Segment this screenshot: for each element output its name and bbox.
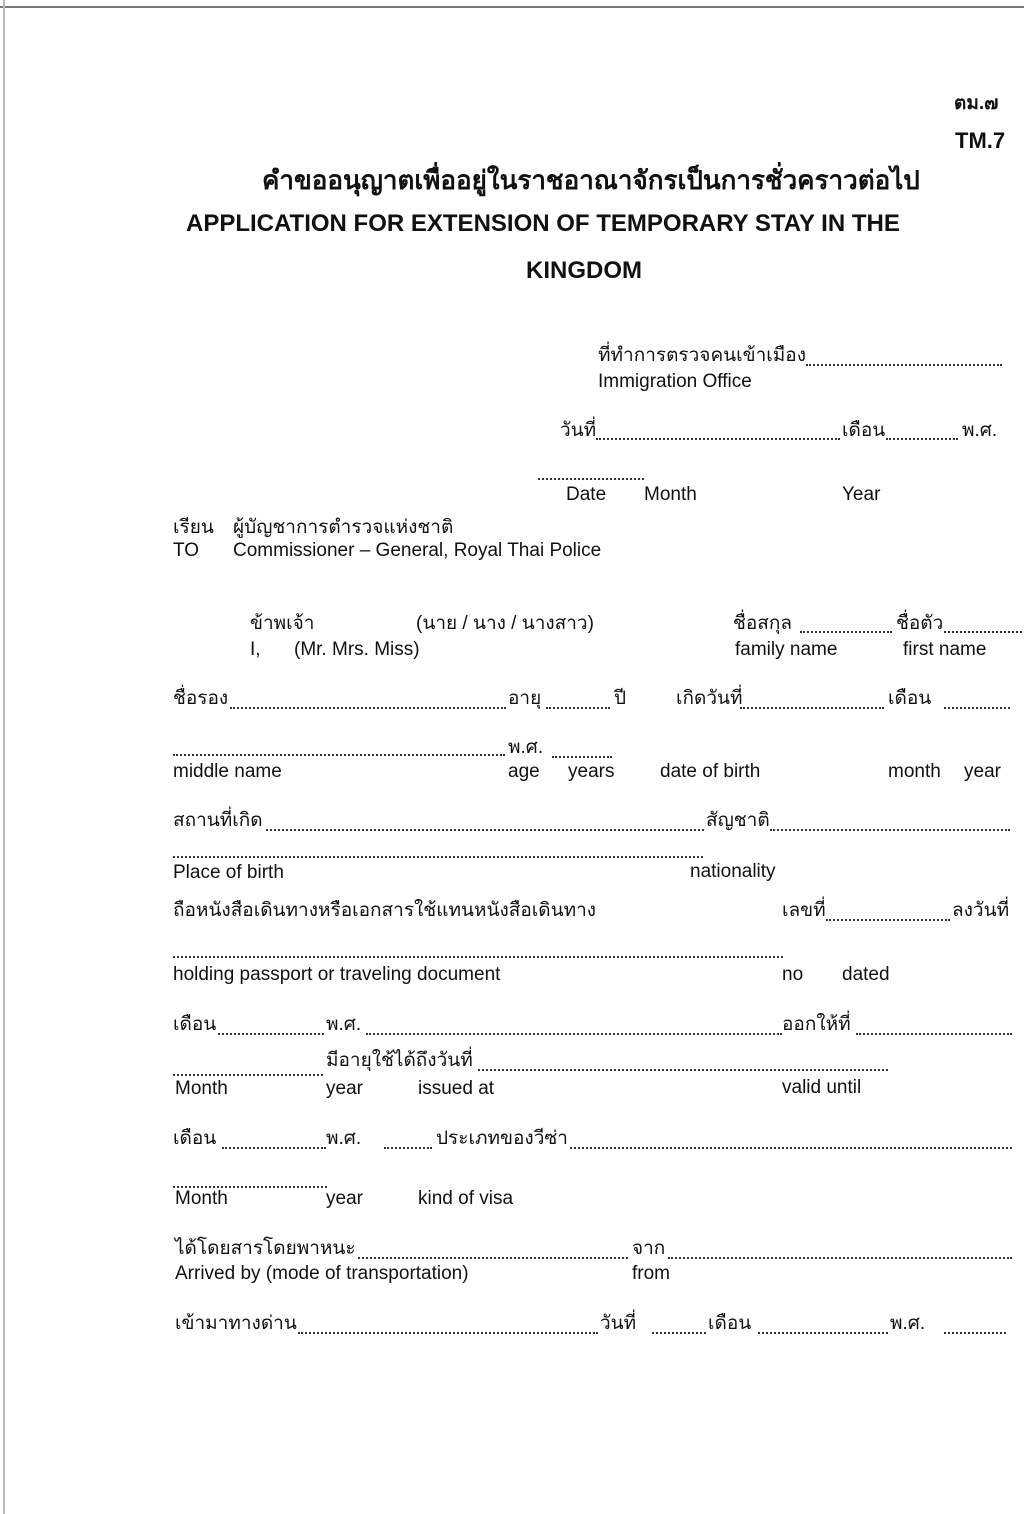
scan-edge-top xyxy=(0,6,1024,8)
title-en-line2: KINGDOM xyxy=(526,257,642,284)
age-label-thai: อายุ xyxy=(508,688,542,709)
dob-year-label-en: year xyxy=(964,761,1001,782)
issue-year-field[interactable] xyxy=(366,1033,782,1035)
nationality-field[interactable] xyxy=(770,829,1010,831)
dob-month-label-thai: เดือน xyxy=(888,688,932,709)
office-label-en: Immigration Office xyxy=(598,371,752,392)
valid-until-field[interactable] xyxy=(478,1069,888,1071)
place-of-birth-field[interactable] xyxy=(266,829,704,831)
date-year-label-thai: พ.ศ. xyxy=(962,420,998,441)
middle-name-field[interactable] xyxy=(230,707,506,709)
dob-day-field[interactable] xyxy=(740,707,884,709)
first-name-label-thai: ชื่อตัว xyxy=(896,613,944,634)
arrival-from-field[interactable] xyxy=(668,1257,1012,1259)
family-name-label-en: family name xyxy=(735,639,838,660)
date-month-label-en: Month xyxy=(644,484,697,505)
family-name-field[interactable] xyxy=(800,631,892,633)
visa-kind-field[interactable] xyxy=(570,1147,1012,1149)
years-label-thai: ปี xyxy=(614,688,627,709)
middle-name-field-2[interactable] xyxy=(173,754,505,756)
first-name-label-en: first name xyxy=(903,639,987,660)
visa-month-label-thai: เดือน xyxy=(173,1128,217,1149)
entry-day-label-thai: วันที่ xyxy=(600,1313,637,1334)
age-label-en: age xyxy=(508,761,540,782)
issued-at-field[interactable] xyxy=(856,1033,1012,1035)
valid-until-label-en: valid until xyxy=(782,1077,862,1098)
years-label-en: years xyxy=(568,761,615,782)
passport-type-field[interactable] xyxy=(173,956,783,958)
form-code-thai: ตม.๗ xyxy=(954,93,999,114)
addressee-name-thai: ผู้บัญชาการตำรวจแห่งชาติ xyxy=(233,517,454,538)
entry-year-field[interactable] xyxy=(944,1332,1006,1334)
entry-year-label-thai: พ.ศ. xyxy=(890,1313,926,1334)
dob-month-label-en: month xyxy=(888,761,941,782)
issue-year-label-en: year xyxy=(326,1078,363,1099)
dob-label-en: date of birth xyxy=(660,761,761,782)
addressee-name-en: Commissioner – General, Royal Thai Police xyxy=(233,540,602,561)
arrival-by-label-thai: ได้โดยสารโดยพาหนะ xyxy=(175,1238,356,1259)
issue-month-label-thai: เดือน xyxy=(173,1014,217,1035)
visa-year-field[interactable] xyxy=(384,1147,432,1149)
visa-month-label-en: Month xyxy=(175,1188,228,1209)
age-field[interactable] xyxy=(546,707,610,709)
place-label-en: Place of birth xyxy=(173,862,284,883)
place-label-thai: สถานที่เกิด xyxy=(173,810,263,831)
visa-kind-label-thai: ประเภทของวีซ่า xyxy=(436,1128,568,1149)
arrival-by-label-en: Arrived by (mode of transportation) xyxy=(175,1263,469,1284)
form-code: TM.7 xyxy=(955,128,1006,153)
nationality-label-en: nationality xyxy=(690,861,776,882)
issue-year-label-thai: พ.ศ. xyxy=(326,1014,362,1035)
scan-edge-left xyxy=(3,0,5,1514)
passport-dated-label-en: dated xyxy=(842,964,890,985)
family-name-label-thai: ชื่อสกุล xyxy=(733,613,793,634)
date-month-label-thai: เดือน xyxy=(842,420,886,441)
passport-label-thai: ถือหนังสือเดินทางหรือเอกสารใช้แทนหนังสือเดินทาง xyxy=(173,900,597,921)
passport-dated-label-thai: ลงวันที่ xyxy=(952,900,1010,921)
date-year-label-en: Year xyxy=(842,484,881,505)
arrival-by-field[interactable] xyxy=(358,1257,628,1259)
middle-name-label-thai: ชื่อรอง xyxy=(173,688,229,709)
place-of-birth-field-2[interactable] xyxy=(173,856,703,858)
visa-month-field[interactable] xyxy=(222,1147,326,1149)
office-label-thai: ที่ทำการตรวจคนเข้าเมือง xyxy=(598,345,806,366)
dob-year-field[interactable] xyxy=(552,756,612,758)
addressee-to-thai: เรียน xyxy=(173,517,214,538)
issue-month-field-2[interactable] xyxy=(173,1074,323,1076)
first-name-field[interactable] xyxy=(944,631,1022,633)
middle-name-label-en: middle name xyxy=(173,761,282,782)
applicant-i-en: I, xyxy=(250,639,261,660)
visa-year-label-en: year xyxy=(326,1188,363,1209)
passport-no-field[interactable] xyxy=(826,919,950,921)
entry-day-field[interactable] xyxy=(652,1332,706,1334)
visa-kind-label-en: kind of visa xyxy=(418,1188,514,1209)
date-month-field[interactable] xyxy=(886,438,958,440)
arrival-from-label-en: from xyxy=(632,1263,670,1284)
checkpoint-label-thai: เข้ามาทางด่าน xyxy=(175,1313,297,1334)
checkpoint-field[interactable] xyxy=(298,1332,598,1334)
visa-year-label-thai: พ.ศ. xyxy=(326,1128,362,1149)
passport-no-label-en: no xyxy=(782,964,804,985)
office-field[interactable] xyxy=(806,364,1002,366)
date-day-field[interactable] xyxy=(596,438,840,440)
valid-until-label-thai: มีอายุใช้ได้ถึงวันที่ xyxy=(326,1050,473,1071)
passport-no-label-thai: เลขที่ xyxy=(782,900,826,921)
issue-month-field[interactable] xyxy=(218,1033,324,1035)
issued-at-label-en: issued at xyxy=(418,1078,495,1099)
entry-month-label-thai: เดือน xyxy=(708,1313,752,1334)
date-day-label-en: Date xyxy=(566,484,607,505)
addressee-to-en: TO xyxy=(173,540,200,561)
date-day-label-thai: วันที่ xyxy=(560,420,597,441)
issued-at-label-thai: ออกให้ที่ xyxy=(782,1014,851,1035)
title-en-line1: APPLICATION FOR EXTENSION OF TEMPORARY STAY IN THE xyxy=(186,210,900,237)
title-thai: คำขออนุญาตเพื่ออยู่ในราชอาณาจักรเป็นการชั่วคราวต่อไป xyxy=(262,165,920,195)
dob-year-label-thai: พ.ศ. xyxy=(508,737,544,758)
dob-label-thai: เกิดวันที่ xyxy=(676,688,743,709)
passport-label-en: holding passport or traveling document xyxy=(173,964,501,985)
nationality-label-thai: สัญชาติ xyxy=(706,810,770,831)
issue-month-label-en: Month xyxy=(175,1078,228,1099)
entry-month-field[interactable] xyxy=(758,1332,888,1334)
dob-month-field[interactable] xyxy=(944,707,1010,709)
arrival-from-label-thai: จาก xyxy=(632,1238,666,1259)
applicant-i-thai: ข้าพเจ้า xyxy=(250,613,315,634)
applicant-titles-thai: (นาย / นาง / นางสาว) xyxy=(416,613,594,634)
date-year-field[interactable] xyxy=(538,478,644,480)
applicant-titles-en: (Mr. Mrs. Miss) xyxy=(294,639,420,660)
